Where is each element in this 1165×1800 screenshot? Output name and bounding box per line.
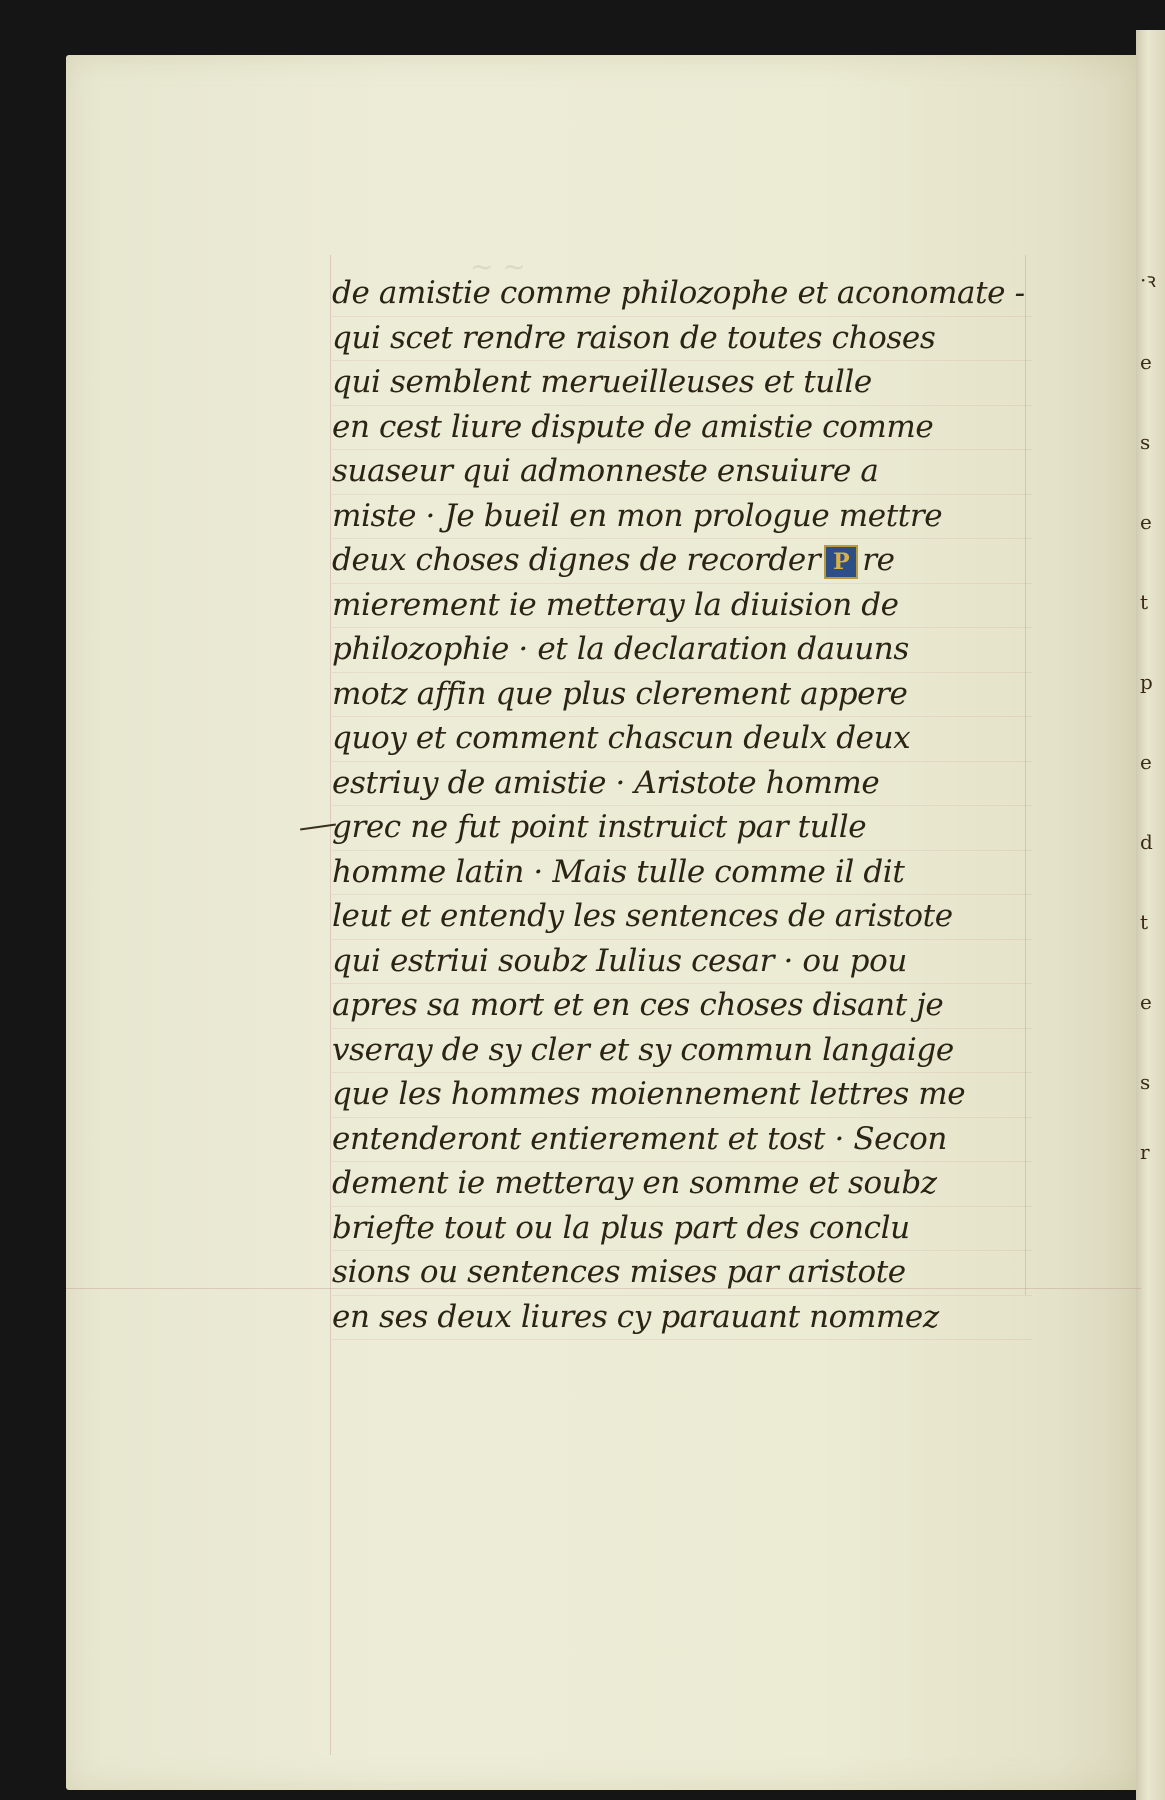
text-line: vseray de sy cler et sy commun langaige — [332, 1029, 1032, 1074]
text-line: entenderont entierement et tost · Secon — [332, 1118, 1032, 1163]
text-line: leut et entendy les sentences de aristote — [332, 895, 1032, 940]
ruling-line-left — [330, 255, 331, 1755]
facing-leaf-text-fragment: t — [1140, 910, 1149, 934]
text-line: mierement ie metteray la diuision de — [332, 584, 1032, 629]
facing-leaf-text-fragment: e — [1140, 990, 1152, 1014]
text-line-segment: re — [862, 542, 895, 578]
text-line: qui estriui soubz Iulius cesar · ou pou — [332, 940, 1032, 985]
facing-leaf-text-fragment: p — [1140, 670, 1153, 694]
show-through-text: ~ ~ — [470, 250, 526, 283]
manuscript-text-block — [332, 272, 1032, 1340]
facing-leaf-text-fragment: s — [1140, 430, 1151, 454]
text-line: en cest liure dispute de amistie comme — [332, 406, 1032, 451]
text-line-segment: deux choses dignes de recorder — [332, 542, 821, 578]
text-line: miste · Je bueil en mon prologue mettre — [332, 495, 1032, 540]
text-line: philozophie · et la declaration dauuns — [332, 628, 1032, 673]
facing-leaf-text-fragment: t — [1140, 590, 1149, 614]
facing-leaf-text-fragment: e — [1140, 750, 1152, 774]
text-line: quoy et comment chascun deulx deux — [332, 717, 1032, 762]
text-line: homme latin · Mais tulle comme il dit — [332, 851, 1032, 896]
facing-leaf-text-fragment: e — [1140, 510, 1152, 534]
text-line: grec ne fut point instruict par tulle — [332, 806, 1032, 851]
text-line: apres sa mort et en ces choses disant je — [332, 984, 1032, 1029]
text-line: motz affin que plus clerement appere — [332, 673, 1032, 718]
facing-leaf-text-fragment: ·ꝛ — [1140, 268, 1156, 292]
text-line: briefte tout ou la plus part des conclu — [332, 1207, 1032, 1252]
text-line: estriuy de amistie · Aristote homme — [332, 762, 1032, 807]
text-line: suaseur qui admonneste ensuiure a — [332, 450, 1032, 495]
illuminated-initial: P — [824, 545, 858, 579]
facing-leaf-text-fragment: r — [1140, 1140, 1150, 1164]
text-line: qui semblent merueilleuses et tulle — [332, 361, 1032, 406]
text-line: qui scet rendre raison de toutes choses — [332, 317, 1032, 362]
text-line: de amistie comme philozophe et aconomate ‑ — [332, 272, 1032, 317]
text-line: que les hommes moiennement lettres me — [332, 1073, 1032, 1118]
facing-leaf-text-fragment: s — [1140, 1070, 1151, 1094]
text-line: sions ou sentences mises par aristote — [332, 1251, 1032, 1296]
text-line: en ses deux liures cy parauant nommez — [332, 1296, 1032, 1341]
facing-leaf-text-fragment: d — [1140, 830, 1153, 854]
facing-leaf-text-fragment: e — [1140, 350, 1152, 374]
text-line-with-initial — [332, 539, 1032, 584]
text-line: dement ie metteray en somme et soubz — [332, 1162, 1032, 1207]
facing-leaf-edge — [1136, 30, 1165, 1800]
